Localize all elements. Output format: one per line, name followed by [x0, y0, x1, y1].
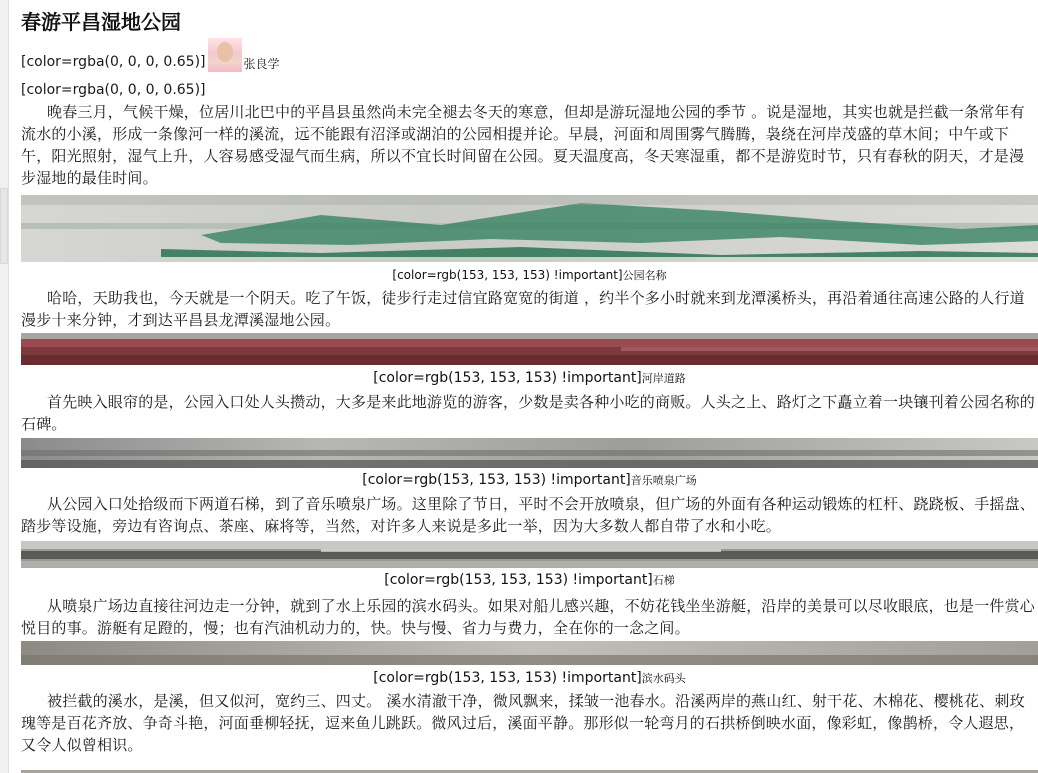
photo-stone-steps — [21, 541, 1038, 568]
caption-waterfront-dock — [21, 669, 1038, 688]
paragraph-2: 哈哈，天助我也，今天就是一个阴天。吃了午饭，徒步行走过信宜路宽宽的街道 ，约半个多小时就来到龙潭溪桥头，再沿着通往高速公路的人行道漫步十来分钟，才到达平昌县龙潭溪湿地公园。 — [21, 289, 1025, 329]
photo-partial-bottom — [21, 764, 1038, 773]
caption-park-name — [21, 266, 1038, 285]
left-scrollbar[interactable] — [0, 0, 9, 773]
caption-prefix-1: [color=rgb(153, 153, 153) !important] — [392, 268, 623, 282]
paragraph-1: 晚春三月，气候干燥，位居川北巴中的平昌县虽然尚未完全褪去冬天的寒意，但却是游玩湿地公园的季节 。说是湿地，其实也就是拦截一条常年有流水的小溪，形成一条像河一样的溪流，远不能跟有沼泽或湖泊的公园相提并论。早晨，河面和周围雾气腾腾，袅绕在河岸茂盛的草木间；中午或下午，阳光照射，湿气上升，人容易感受湿气而生病，所以不宜长时间留在公园。夏天温度高，冬天寒湿重，都不是游览时节，只有春秋的阴天，才是漫步湿地的最佳时间。 — [21, 103, 1025, 187]
caption-music-fountain — [21, 471, 1038, 490]
caption-text-4: 石梯 — [652, 574, 675, 587]
photo-riverside-road — [21, 333, 1038, 365]
caption-text-5: 滨水码头 — [641, 672, 686, 685]
photo-waterfront-dock-image — [21, 641, 1038, 665]
caption-prefix-3: [color=rgb(153, 153, 153) !important] — [362, 472, 631, 488]
caption-text-1: 公园名称 — [622, 269, 667, 282]
caption-prefix-2: [color=rgb(153, 153, 153) !important] — [373, 370, 642, 386]
caption-prefix-4: [color=rgb(153, 153, 153) !important] — [384, 572, 653, 588]
photo-music-fountain — [21, 438, 1038, 468]
photo-riverside-road-image — [21, 333, 1038, 365]
photo-park-name-image — [21, 195, 1038, 262]
byline-line2: [color=rgba(0, 0, 0, 0.65)] — [21, 82, 206, 98]
photo-music-fountain-image — [21, 438, 1038, 468]
caption-stone-steps — [21, 571, 1038, 590]
article-title: 春游平昌湿地公园 — [21, 10, 181, 34]
photo-park-name — [21, 195, 1038, 262]
photo-waterfront-dock — [21, 641, 1038, 665]
byline-prefix: [color=rgba(0, 0, 0, 0.65)] — [21, 54, 206, 70]
paragraph-4: 从公园入口处拾级而下两道石梯，到了音乐喷泉广场。这里除了节日，平时不会开放喷泉，但广场的外面有各种运动锻炼的杠杆、跷跷板、手摇盘、踏步等设施，旁边有咨询点、茶座、麻将等，当然，对许多人来说是多此一举，因为大多数人都自带了水和小吃。 — [21, 495, 1036, 535]
paragraph-3: 首先映入眼帘的是，公园入口处人头攒动，大多是来此地游览的游客，少数是卖各种小吃的商贩。人头之上、路灯之下矗立着一块镶刊着公园名称的石碑。 — [21, 393, 1036, 433]
caption-riverside-road — [21, 369, 1038, 388]
photo-stone-steps-image — [21, 541, 1038, 568]
paragraph-5: 从喷泉广场边直接往河边走一分钟，就到了水上乐园的滨水码头。如果对船儿感兴趣，不妨花钱坐坐游艇，沿岸的美景可以尽收眼底，也是一件赏心悦目的事。游艇有足蹬的，慢；也有汽油机动力的，快。快与慢、省力与费力，全在你的一念之间。 — [21, 597, 1036, 637]
caption-text-2: 河岸道路 — [641, 372, 686, 385]
caption-text-3: 音乐喷泉广场 — [630, 474, 697, 487]
byline — [21, 38, 280, 72]
paragraph-6: 被拦截的溪水，是溪，但又似河，宽约三、四丈。 溪水清澈干净，微风飘来，揉皱一池春水。沿溪两岸的燕山红、射干花、木棉花、樱桃花、刺玫瑰等是百花齐放、争奇斗艳，河面垂柳轻抚，逗来鱼儿跳跃。微风过后，溪面平静。那形似一轮弯月的石拱桥倒映水面，像彩虹，像鹊桥，令人遐思，又令人似曾相识。 — [21, 692, 1025, 754]
caption-prefix-5: [color=rgb(153, 153, 153) !important] — [373, 670, 642, 686]
scroll-thumb[interactable] — [0, 188, 8, 264]
author-name[interactable]: 张良学 — [243, 57, 280, 71]
author-avatar[interactable] — [208, 38, 242, 72]
